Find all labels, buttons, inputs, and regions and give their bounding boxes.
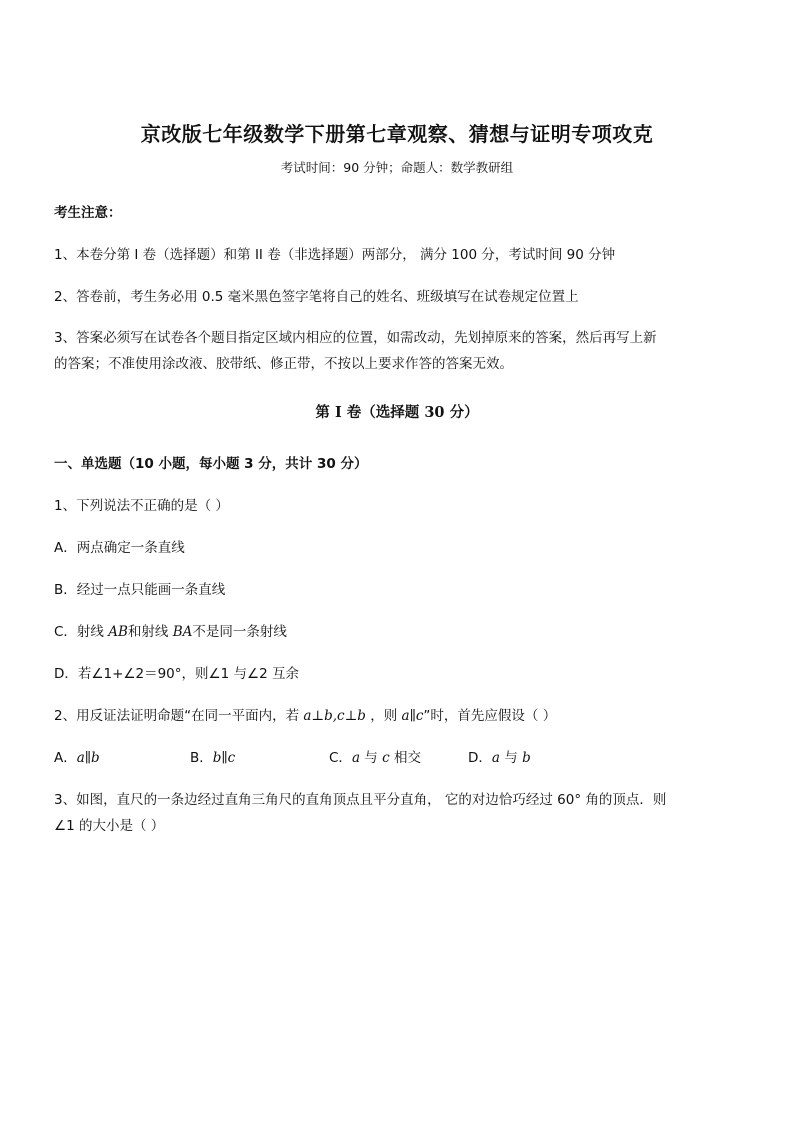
q2-option-c-math-2: c: [382, 750, 390, 766]
q2-option-b: [190, 746, 235, 766]
notice-item-1: 1、本卷分第 I 卷（选择题）和第 II 卷（非选择题）两部分， 满分 100 分，考试时间 90 分钟: [54, 247, 616, 263]
notice-item-2: 2、答卷前，考生务必用 0.5 毫米黑色签字笔将自己的姓名、班级填写在试卷规定位置上: [54, 289, 579, 305]
q2-option-c-post: 相交: [389, 750, 421, 766]
q1-option-a: A．两点确定一条直线: [54, 540, 185, 556]
q1-option-c-post: 不是同一条射线: [192, 624, 287, 640]
q3-stem-line-2: ∠1 的大小是（ ）: [54, 818, 165, 834]
page-subtitle: 考试时间：90 分钟；命题人：数学教研组: [280, 160, 514, 175]
q2-option-d: [468, 746, 531, 766]
section-title: 第 I 卷（选择题 30 分）: [315, 404, 479, 421]
q2-option-c: [329, 746, 421, 766]
q2-stem-post: ”时，首先应假设（ ）: [423, 708, 557, 724]
q2-option-a-label: A．: [54, 750, 77, 766]
q2-option-d-math-1: a: [491, 750, 500, 766]
notice-item-3-line-2: 的答案；不准使用涂改液、胶带纸、修正带，不按以上要求作答的答案无效。: [54, 356, 513, 372]
q1-option-c-pre: C．射线: [54, 624, 109, 640]
page-title: 京改版七年级数学下册第七章观察、猜想与证明专项攻克: [140, 122, 654, 146]
q1-option-c-mid: 和射线: [127, 624, 173, 640]
q3-stem-line-1: 3、如图，直尺的一条边经过直角三角尺的直角顶点且平分直角， 它的对边恰巧经过 60° 角的顶点．则: [54, 792, 667, 808]
q2-option-d-mid: 与: [499, 750, 523, 766]
q2-option-b-math: b∥c: [212, 750, 236, 766]
q2-option-d-label: D．: [468, 750, 492, 766]
q1-option-b: B．经过一点只能画一条直线: [54, 582, 226, 598]
math-conclusion: a∥c: [401, 708, 424, 724]
q2-option-c-label: C．: [329, 750, 352, 766]
q2-option-b-label: B．: [190, 750, 213, 766]
q2-option-d-math-2: b: [522, 750, 531, 766]
q2-stem-mid: ，则: [365, 708, 402, 724]
q2-option-c-mid: 与: [360, 750, 383, 766]
q1-option-d: D．若∠1+∠2＝90°，则∠1 与∠2 互余: [54, 666, 299, 682]
notice-heading: 考生注意：: [54, 205, 122, 221]
q2-option-c-math-1: a: [351, 750, 360, 766]
math-ab: AB: [108, 624, 128, 640]
math-ba: BA: [172, 624, 193, 640]
math-condition: a⊥b,c⊥b: [303, 708, 366, 724]
q1-stem: 1、下列说法不正确的是（ ）: [54, 498, 229, 514]
q2-option-a: [54, 746, 100, 766]
q2-option-a-math: a∥b: [76, 750, 100, 766]
notice-item-3-line-1: 3、答案必须写在试卷各个题目指定区域内相应的位置，如需改动，先划掉原来的答案，然后再写上新: [54, 330, 657, 346]
q1-option-c: [54, 620, 287, 640]
q2-stem-pre: 2、用反证法证明命题“在同一平面内，若: [54, 708, 304, 724]
part-heading: 一、单选题（10 小题，每小题 3 分，共计 30 分）: [54, 456, 368, 472]
q2-stem: [54, 704, 556, 724]
